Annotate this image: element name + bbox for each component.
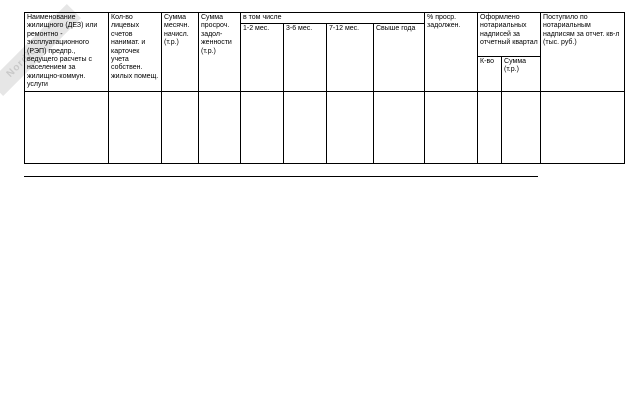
header-row-1 [25,13,625,24]
header-monthly-charge: Сумма месячн. начисл. (т.р.) [162,13,199,92]
data-cell [284,91,327,163]
data-cell [478,91,502,163]
header-notarial: Оформлено нотариальных надписей за отчетный квартал [478,13,541,57]
header-period-over-year: Свыше года [374,24,425,91]
data-cell [25,91,109,163]
data-cell [241,91,284,163]
header-period-3-6: 3-6 мес. [284,24,327,91]
header-overdue-percent: % проср. задолжен. [425,13,478,92]
data-cell [541,91,625,163]
header-overdue-sum: Сумма просроч. задол-женности (т.р.) [199,13,241,92]
header-enterprise-name: Наименование жилищного (ДЕЗ) или ремонтно - эксплуатационного (РЭП) предпр., ведущего расчеты с населением за жилищно-коммун. услуги [25,13,109,92]
data-cell [425,91,478,163]
data-cell [327,91,374,163]
debt-report-table [24,12,625,164]
header-period-7-12: 7-12 мес. [327,24,374,91]
data-cell [502,91,541,163]
data-cell [199,91,241,163]
data-cell [374,91,425,163]
horizontal-rule [24,176,538,177]
data-row [25,91,625,163]
header-received: Поступило по нотариальным надписям за отчет. кв-л (тыс. руб.) [541,13,625,92]
header-notarial-count: К-во [478,56,502,91]
header-accounts-count: Кол-во лицевых счетов нанимат. и карточек учета собствен. жилых помещ. [109,13,162,92]
header-notarial-sum: Сумма (т.р.) [502,56,541,91]
header-period-1-2: 1-2 мес. [241,24,284,91]
data-cell [162,91,199,163]
data-cell [109,91,162,163]
header-including: в том числе [241,13,425,24]
watermark-text: Nordic [4,45,40,80]
